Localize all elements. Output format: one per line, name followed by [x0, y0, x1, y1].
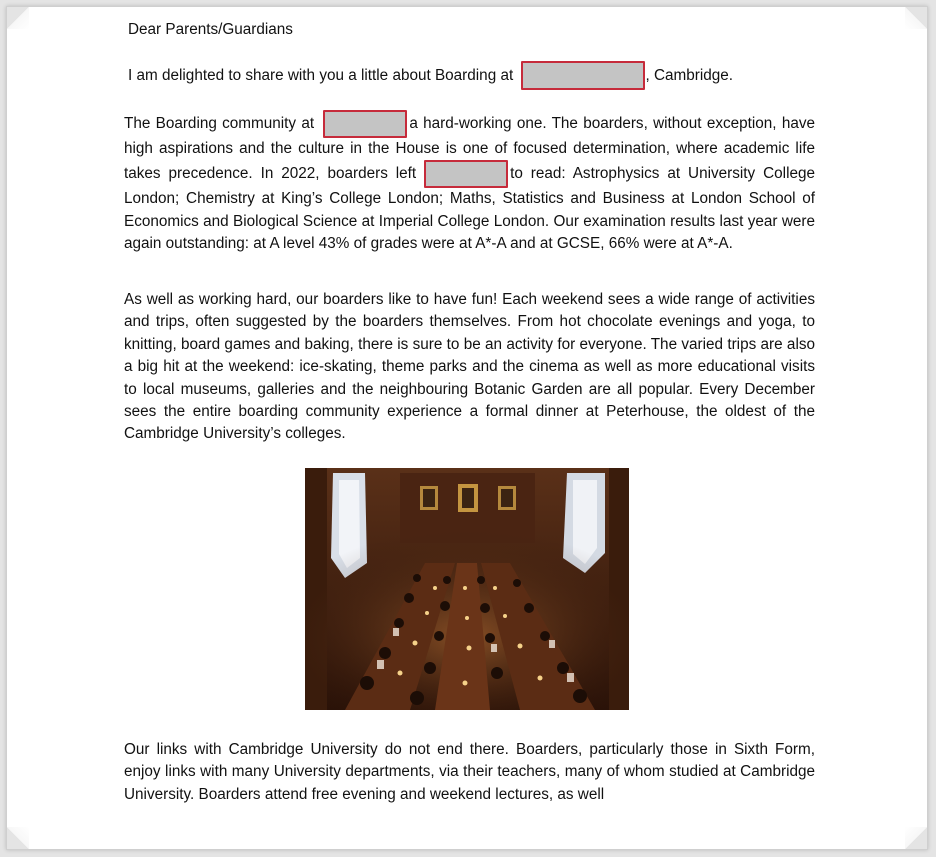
intro-paragraph [128, 61, 819, 91]
paragraph-academics [124, 110, 815, 256]
page-corner [7, 7, 29, 29]
intro-text: I am delighted to share with you a little about Boarding at [128, 67, 518, 84]
paragraph-activities: As well as working hard, our boarders like to have fun! Each weekend sees a wide range of activities and trips, often suggested by the boarders themselves. From hot chocolate evenings and yoga, to knitting, board games and baking, there is sure to be an activity for everyone. The varied trips are also a big hit at the weekend: ice-skating, theme parks and the cinema as well as more educational visits to local museums, galleries and the neighbouring Botanic Garden are all popular. Every December sees the entire boarding community experience a formal dinner at Peterhouse, the oldest of the Cambridge University’s colleges. [124, 291, 815, 443]
page-corner [905, 7, 927, 29]
page-corner [7, 827, 29, 849]
salutation: Dear Parents/Guardians [128, 21, 293, 38]
redaction-box [424, 160, 508, 188]
page-corner [905, 827, 927, 849]
redaction-box [521, 61, 645, 90]
paragraph-university-links: Our links with Cambridge University do not end there. Boarders, particularly those in Sixth Form, enjoy links with many University departments, via their teachers, many of whom studied at Cambridge University. Boarders attend free evening and weekend lectures, as well [124, 741, 815, 803]
document-page [6, 6, 928, 850]
paragraph-text: a hard-working one. The boarders, without exception, have high aspirations and the culture in the House is one of focused determination, where academic life takes precedence. In 2022, boarders left [124, 115, 815, 183]
intro-text-end: , Cambridge. [645, 67, 734, 84]
paragraph-text: The Boarding community at [124, 115, 320, 133]
paragraph-text: to read: Astrophysics at University College London; Chemistry at King’s College London; Maths, Statistics and Business at London School of Economics and Biological Science at Imperial College London. Our examination results last year were again outstanding: at A level 43% of grades were at A*-A and at GCSE, 66% were at A*-A. [124, 165, 815, 253]
formal-dinner-photo [305, 468, 629, 710]
redaction-box [323, 110, 407, 138]
